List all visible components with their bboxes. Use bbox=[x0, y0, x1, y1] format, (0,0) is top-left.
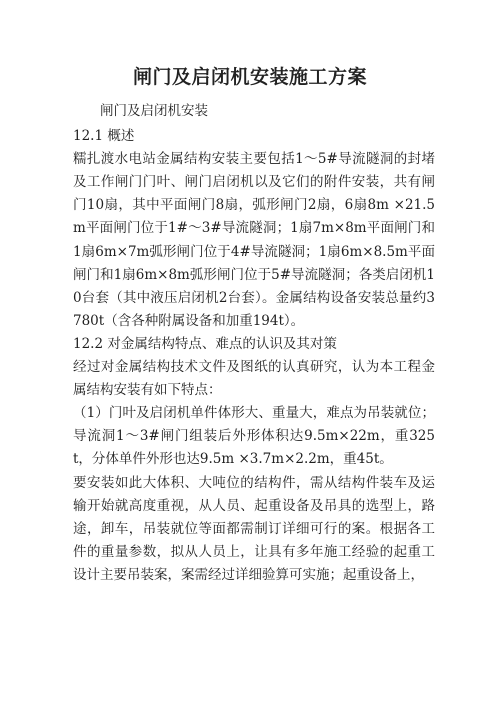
document-title: 闸门及启闭机安装施工方案 bbox=[132, 66, 367, 88]
paragraph-lifting-plan: 要安装如此大体积、大吨位的结构件，需从结构件装车及运输开始就高度重视，从人员、起重设备及吊具的选型上，路途，卸车，吊装就位等面都需制订详细可行的案。根据各工件的重量参数，拟从人员上，让具有多年施工经验的起重工设计主要吊装案，案需经过详细验算可实施；起重设备上， bbox=[73, 474, 435, 583]
paragraph-features-intro: 经过对金属结构技术文件及图纸的认真研究，认为本工程金属结构安装有如下特点： bbox=[73, 359, 435, 399]
paragraph-feature-1: （1）门叶及启闭机单件体形大、重量大，难点为吊装就位；导流洞1～3#闸门组装后外形体积达9.5m×22m，重325t，分体单件外形也达9.5m ×3.7m×2.2m，重45t。 bbox=[73, 405, 435, 468]
document-body bbox=[73, 100, 435, 587]
section-heading-features: 12.2 对金属结构特点、难点的认识及其对策 bbox=[73, 335, 337, 352]
section-subtitle: 闸门及启闭机安装 bbox=[100, 103, 208, 119]
paragraph-overview: 糯扎渡水电站金属结构安装主要包括1～5#导流隧洞的封堵及工作闸门门叶、闸门启闭机以及它们的附件安装，共有闸门10扇，其中平面闸门8扇，弧形闸门2扇，6扇8m ×21.5m平面闸门位于1#～3#导流隧洞；1扇7m×8m平面闸门和1扇6m×7m弧形闸门位于4#导流隧洞；1扇6m×8.5m平面闸门和1扇6m×8m弧形闸门位于5#导流隧洞；各类启闭机10台套（其中液压启闭机2台套）。金属结构设备安装总量约3780t（含各种附属设备和加重194t）。 bbox=[73, 151, 435, 329]
section-heading-overview: 12.1 概述 bbox=[73, 128, 135, 145]
